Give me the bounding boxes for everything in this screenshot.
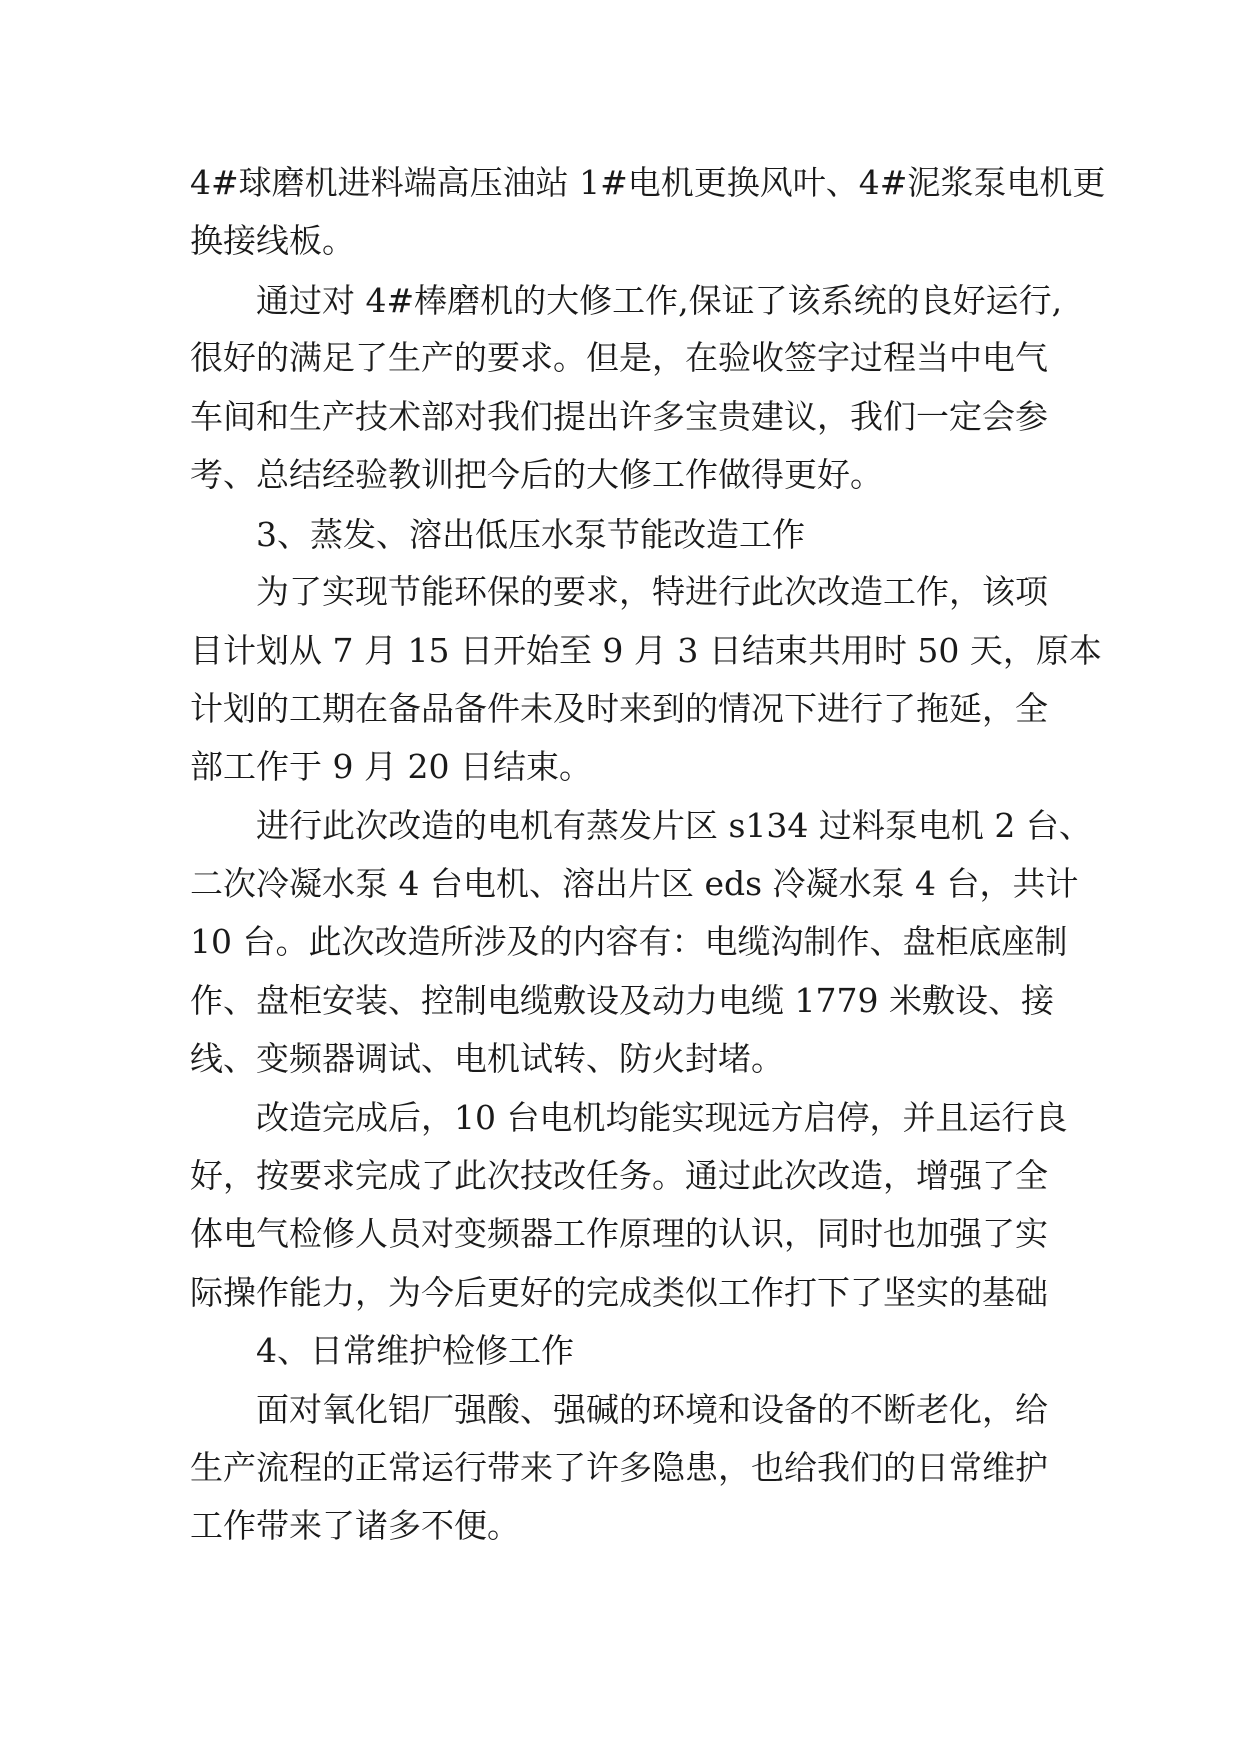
text-line-14: 10 台。此次改造所涉及的内容有：电缆沟制作、盘柜底座制 bbox=[190, 922, 1068, 961]
text-line-17: 改造完成后，10 台电机均能实现远方启停，并且运行良 bbox=[256, 1098, 1068, 1137]
text-line-11: 部工作于 9 月 20 日结束。 bbox=[190, 747, 592, 786]
text-line-5: 车间和生产技术部对我们提出许多宝贵建议，我们一定会参 bbox=[190, 397, 1048, 436]
text-line-6: 考、总结经验教训把今后的大修工作做得更好。 bbox=[190, 455, 883, 494]
text-line-20: 际操作能力，为今后更好的完成类似工作打下了坚实的基础 bbox=[190, 1273, 1048, 1312]
text-line-16: 线、变频器调试、电机试转、防火封堵。 bbox=[190, 1039, 784, 1078]
text-line-12: 进行此次改造的电机有蒸发片区 s134 过料泵电机 2 台、 bbox=[256, 806, 1092, 845]
text-line-10: 计划的工期在备品备件未及时来到的情况下进行了拖延，全 bbox=[190, 689, 1048, 728]
text-line-3: 通过对 4#棒磨机的大修工作,保证了该系统的良好运行, bbox=[256, 281, 1063, 320]
text-line-2: 换接线板。 bbox=[190, 221, 355, 260]
text-line-22: 面对氧化铝厂强酸、强碱的环境和设备的不断老化，给 bbox=[256, 1390, 1048, 1429]
text-line-13: 二次冷凝水泵 4 台电机、溶出片区 eds 冷凝水泵 4 台，共计 bbox=[190, 864, 1079, 903]
text-line-1: 4#球磨机进料端高压油站 1#电机更换风叶、4#泥浆泵电机更 bbox=[190, 163, 1106, 202]
text-line-9: 目计划从 7 月 15 日开始至 9 月 3 日结束共用时 50 天，原本 bbox=[190, 631, 1102, 670]
text-line-23: 生产流程的正常运行带来了许多隐患，也给我们的日常维护 bbox=[190, 1448, 1048, 1487]
text-line-18: 好，按要求完成了此次技改任务。通过此次改造，增强了全 bbox=[190, 1156, 1048, 1195]
text-line-8: 为了实现节能环保的要求，特进行此次改造工作，该项 bbox=[256, 572, 1048, 611]
text-line-15: 作、盘柜安装、控制电缆敷设及动力电缆 1779 米敷设、接 bbox=[190, 981, 1054, 1020]
section-heading-3: 3、蒸发、溶出低压水泵节能改造工作 bbox=[256, 515, 805, 554]
text-line-4: 很好的满足了生产的要求。但是，在验收签字过程当中电气 bbox=[190, 338, 1048, 377]
text-line-19: 体电气检修人员对变频器工作原理的认识，同时也加强了实 bbox=[190, 1214, 1048, 1253]
text-line-24: 工作带来了诸多不便。 bbox=[190, 1506, 520, 1545]
section-heading-4: 4、日常维护检修工作 bbox=[256, 1331, 574, 1370]
